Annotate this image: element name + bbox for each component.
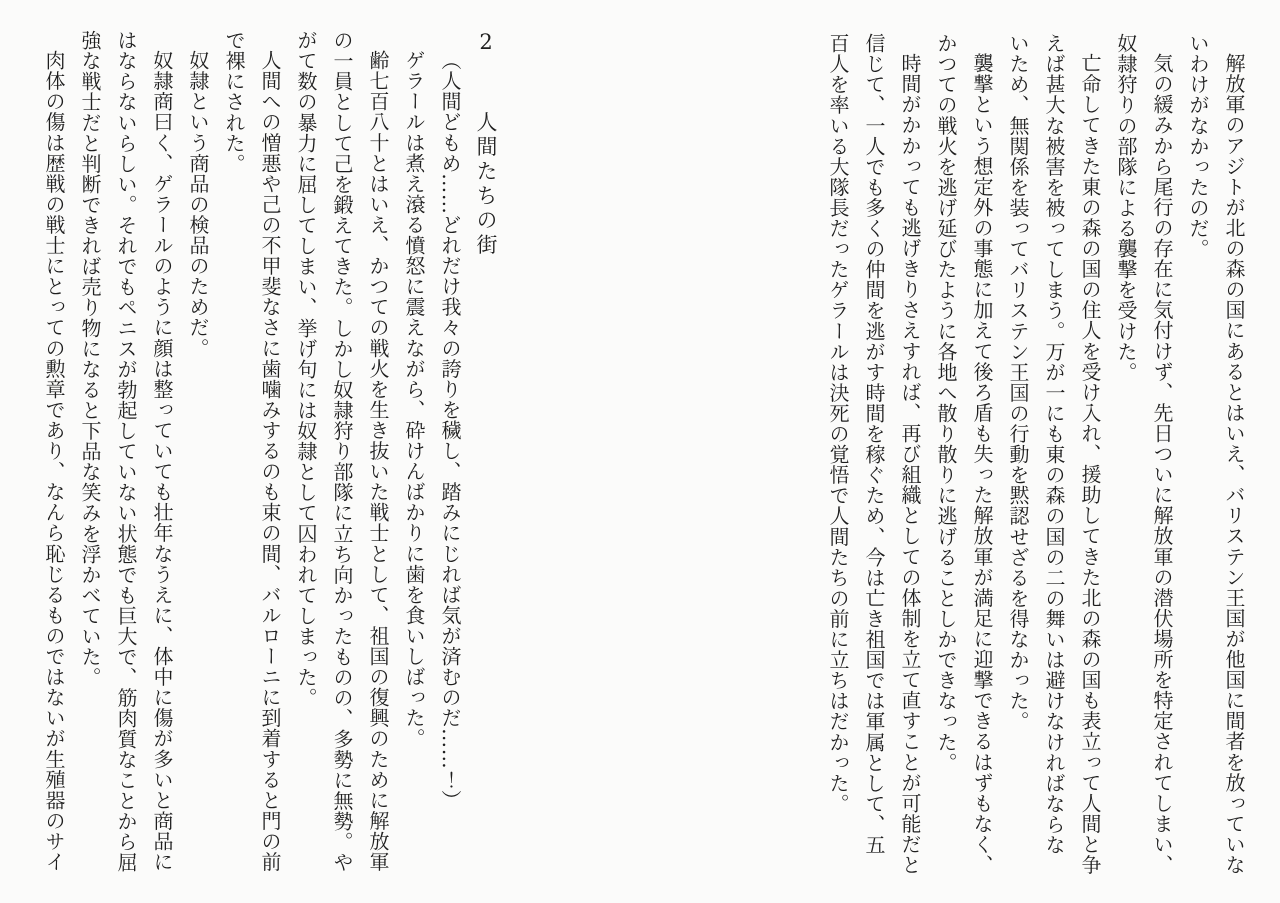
paragraph: ゲラールは煮え滾る憤怒に震えながら、砕けんばかりに歯を食いしばった。 bbox=[402, 50, 426, 749]
paragraph: 奴隷商曰く、ゲラールのように顔は整っていても壮年なうえに、体中に傷が多いと商品にはならないらしい。それでもペニスが勃起していない状態でも巨大で、筋肉質なことから屈強な戦士だと判断できれば売り物になると下品な笑みを浮かべていた。 bbox=[78, 30, 174, 873]
paragraph: 時間がかかっても逃げきりさえすれば、再び組織としての体制を立て直すことが可能だと信じて、一人でも多くの仲間を逃がす時間を稼ぐため、今は亡き祖国では軍属として、五百人を率いる大隊長だったゲラールは決死の覚悟で人間たちの前に立ちはだかった。 bbox=[826, 33, 922, 875]
chapter-heading bbox=[468, 30, 504, 875]
paragraph: 解放軍のアジトが北の森の国にあるとはいえ、バリステン王国が他国に間者を放っていないわけがなかったのだ。 bbox=[1186, 33, 1246, 875]
paragraph: 齢七百八十とはいえ、かつての戦火を生き抜いた戦士として、祖国の復興のために解放軍の一員として己を鍛えてきた。しかし奴隷狩り部隊に立ち向かったものの、多勢に無勢。やがて数の暴力に屈してしまい、挙げ句には奴隷として囚われてしまった。 bbox=[294, 30, 390, 873]
paragraph: 人間への憎悪や己の不甲斐なさに歯噛みするのも束の間、バルローニに到着すると門の前で裸にされた。 bbox=[222, 30, 282, 872]
paragraph: 気の緩みから尾行の存在に気付けず、先日ついに解放軍の潜伏場所を特定されてしまい、奴隷狩りの部隊による襲撃を受けた。 bbox=[1114, 33, 1174, 875]
chapter-number: 2 bbox=[474, 30, 498, 58]
page-right bbox=[640, 0, 1280, 903]
paragraph: 襲撃という想定外の事態に加えて後ろ盾も失った解放軍が満足に迎撃できるはずもなく、かつての戦火を逃げ延びたように各地へ散り散りに逃げることしかできなった。 bbox=[934, 33, 994, 875]
paragraph: （人間どもめ……どれだけ我々の誇りを穢し、踏みにじれば気が済むのだ……！） bbox=[438, 50, 462, 811]
paragraph: 肉体の傷は歴戦の戦士にとっての勲章であり、なんら恥じるものではないが生殖器のサイ bbox=[42, 50, 66, 872]
paragraph: 亡命してきた東の森の国の住人を受け入れ、援助してきた北の森の国も表立って人間と争えば甚大な被害を被ってしまう。万が一にも東の森の国の二の舞いは避けなければならないため、無関係を装ってバリステン王国の行動を黙認せざるを得なかった。 bbox=[1006, 33, 1102, 875]
paragraph: 奴隷という商品の検品のためだ。 bbox=[186, 50, 210, 359]
chapter-title: 人間たちの街 bbox=[474, 111, 498, 258]
